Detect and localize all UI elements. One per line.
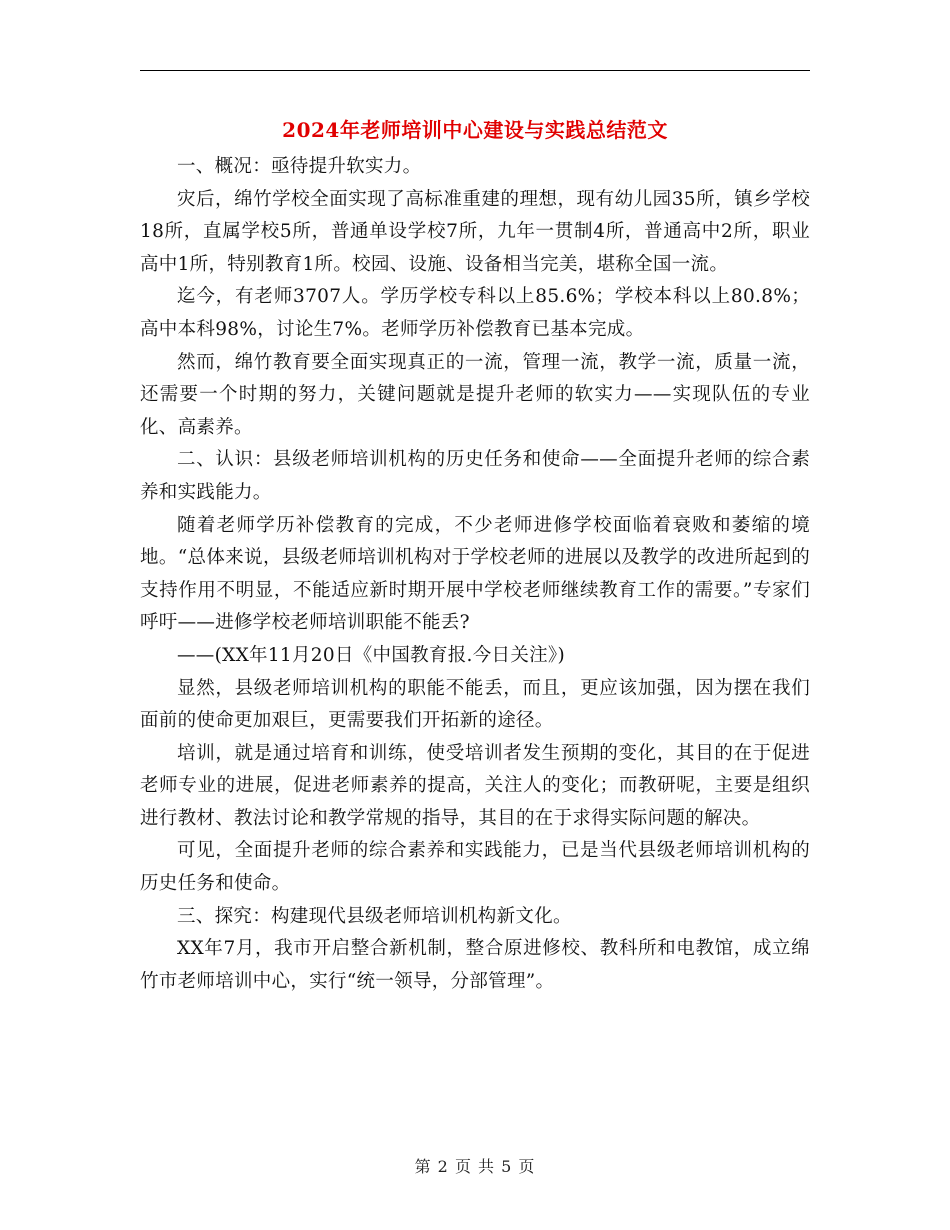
document-body (140, 151, 810, 998)
section-heading-understanding: 二、认识：县级老师培训机构的历史任务和使命——全面提升老师的综合素养和实践能力。 (140, 449, 810, 503)
paragraph-school-rebuild: 灾后，绵竹学校全面实现了高标准重建的理想，现有幼儿园35所，镇乡学校18所，直属学校5所，普通单设学校7所，九年一贯制4所，普通高中2所，职业高中1所，特别教育1所。校园、设施、设备相当完美，堪称全国一流。 (140, 188, 810, 275)
section-heading-overview: 一、概况：亟待提升软实力。 (177, 156, 422, 177)
header-rule (140, 70, 810, 71)
paragraph-integration: XX年7月，我市开启整合新机制，整合原进修校、教科所和电教馆，成立绵竹市老师培训中心，实行“统一领导，分部管理”。 (140, 938, 810, 992)
paragraph-soft-power: 然而，绵竹教育要全面实现真正的一流，管理一流，教学一流，质量一流，还需要一个时期的努力，关键问题就是提升老师的软实力——实现队伍的专业化、高素养。 (140, 351, 810, 438)
paragraph-training-definition: 培训，就是通过培育和训练，使受培训者发生预期的变化，其目的在于促进老师专业的进展，促进老师素养的提高，关注人的变化；而教研呢，主要是组织进行教材、教法讨论和教学常规的指导，其目的在于求得实际问题的解决。 (140, 742, 810, 829)
paragraph-citation: ——(XX年11月20日《中国教育报.今日关注》) (177, 644, 565, 666)
paragraph-mission: 可见，全面提升老师的综合素养和实践能力，已是当代县级老师培训机构的历史任务和使命。 (140, 840, 810, 895)
section-heading-exploration: 三、探究：构建现代县级老师培训机构新文化。 (177, 905, 572, 927)
paragraph-teacher-stats: 迄今，有老师3707人。学历学校专科以上85.6%；学校本科以上80.8%；高中本科98%，讨论生7%。老师学历补偿教育已基本完成。 (140, 286, 810, 340)
paragraph-expert-quote: 随着老师学历补偿教育的完成，不少老师进修学校面临着衰败和萎缩的境地。“总体来说，县级老师培训机构对于学校老师的进展以及教学的改进所起到的支持作用不明显，不能适应新时期开展中学校老师继续教育工作的需要。”专家们呼吁——进修学校老师培训职能不能丢? (140, 514, 810, 634)
page-indicator: 第 2 页 共 5 页 (414, 1157, 536, 1176)
document-title: 2024年老师培训中心建设与实践总结范文 (282, 118, 668, 142)
paragraph-strengthen: 显然，县级老师培训机构的职能不能丢，而且，更应该加强，因为摆在我们面前的使命更加艰巨，更需要我们开拓新的途径。 (140, 677, 810, 732)
